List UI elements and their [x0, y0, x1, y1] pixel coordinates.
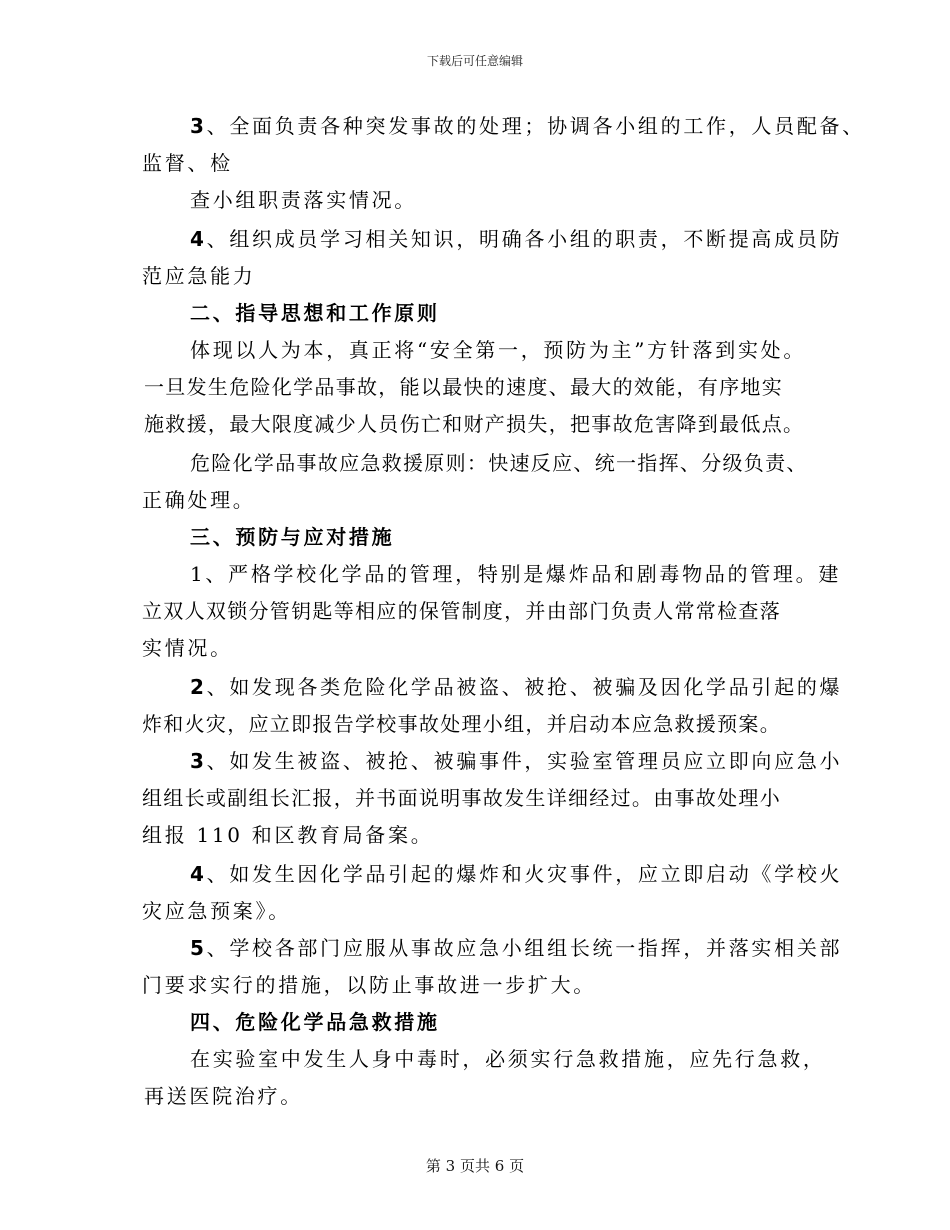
- paragraph-line: 监督、检: [142, 151, 233, 175]
- line-text: 、如发生被盗、被抢、被骗事件，实验室管理员应立即向应急小: [206, 749, 843, 773]
- section-heading: 三、预防与应对措施: [190, 525, 395, 549]
- paragraph-line: 立双人双锁分管钥匙等相应的保管制度，并由部门负责人常常检查落: [142, 599, 781, 623]
- paragraph-line: [190, 227, 842, 251]
- paragraph-line: 再送医院治疗。: [144, 1084, 303, 1108]
- paragraph-line: 一旦发生危险化学品事故，能以最快的速度、最大的效能，有序地实: [144, 375, 783, 399]
- line-text: 、组织成员学习相关知识，明确各小组的职责，不断提高成员防: [206, 227, 843, 251]
- paragraph-line: 门要求实行的措施，以防止事故进一步扩大。: [142, 973, 596, 997]
- paragraph-line: 在实验室中发生人身中毒时，必须实行急救措施，应先行急救，: [190, 1047, 826, 1071]
- paragraph-line: 危险化学品事故应急救援原则：快速反应、统一指挥、分级负责、: [190, 451, 808, 475]
- paragraph-line: 灾应急预案》。: [142, 899, 291, 923]
- paragraph-line: 查小组职责落实情况。: [190, 188, 417, 212]
- line-text: 、如发生因化学品引起的爆炸和火灾事件，应立即启动《学校火: [206, 862, 843, 886]
- item-number: 5: [190, 936, 207, 960]
- item-number: 3: [190, 114, 207, 138]
- paragraph-line: [190, 749, 842, 773]
- paragraph-line: 实情况。: [142, 636, 233, 660]
- paragraph-line: [190, 114, 865, 138]
- section-heading: 四、危险化学品急救措施: [190, 1010, 440, 1034]
- section-heading: 二、指导思想和工作原则: [190, 301, 440, 325]
- line-text: 、全面负责各种突发事故的处理；协调各小组的工作，人员配备、: [206, 114, 865, 138]
- item-number: 4: [190, 227, 207, 251]
- paragraph-line: [190, 862, 842, 886]
- paragraph-line: [190, 675, 842, 699]
- line-text: 、学校各部门应服从事故应急小组组长统一指挥，并落实相关部: [206, 936, 843, 960]
- paragraph-line: 炸和火灾，应立即报告学校事故处理小组，并启动本应急救援预案。: [142, 712, 781, 736]
- item-number: 3: [190, 749, 207, 773]
- paragraph-line: [190, 936, 842, 960]
- item-number: 4: [190, 862, 207, 886]
- paragraph-line: 体现以人为本，真正将“安全第一，预防为主”方针落到实处。: [190, 338, 807, 362]
- paragraph-line: 1、严格学校化学品的管理，特别是爆炸品和剧毒物品的管理。建: [190, 562, 842, 586]
- line-text: 、如发现各类危险化学品被盗、被抢、被骗及因化学品引起的爆: [206, 675, 843, 699]
- paragraph-line: 组报 110 和区教育局备案。: [142, 823, 434, 847]
- page-header: 下载后可任意编辑: [426, 54, 523, 68]
- paragraph-line: 施救援，最大限度减少人员伤亡和财产损失，把事故危害降到最低点。: [144, 412, 805, 436]
- paragraph-line: 范应急能力: [142, 264, 256, 288]
- paragraph-line: 组组长或副组长汇报，并书面说明事故发生详细经过。由事故处理小: [142, 786, 781, 810]
- page-footer: 第 3 页共 6 页: [425, 1157, 525, 1175]
- item-number: 2: [190, 675, 207, 699]
- paragraph-line: 正确处理。: [142, 488, 256, 512]
